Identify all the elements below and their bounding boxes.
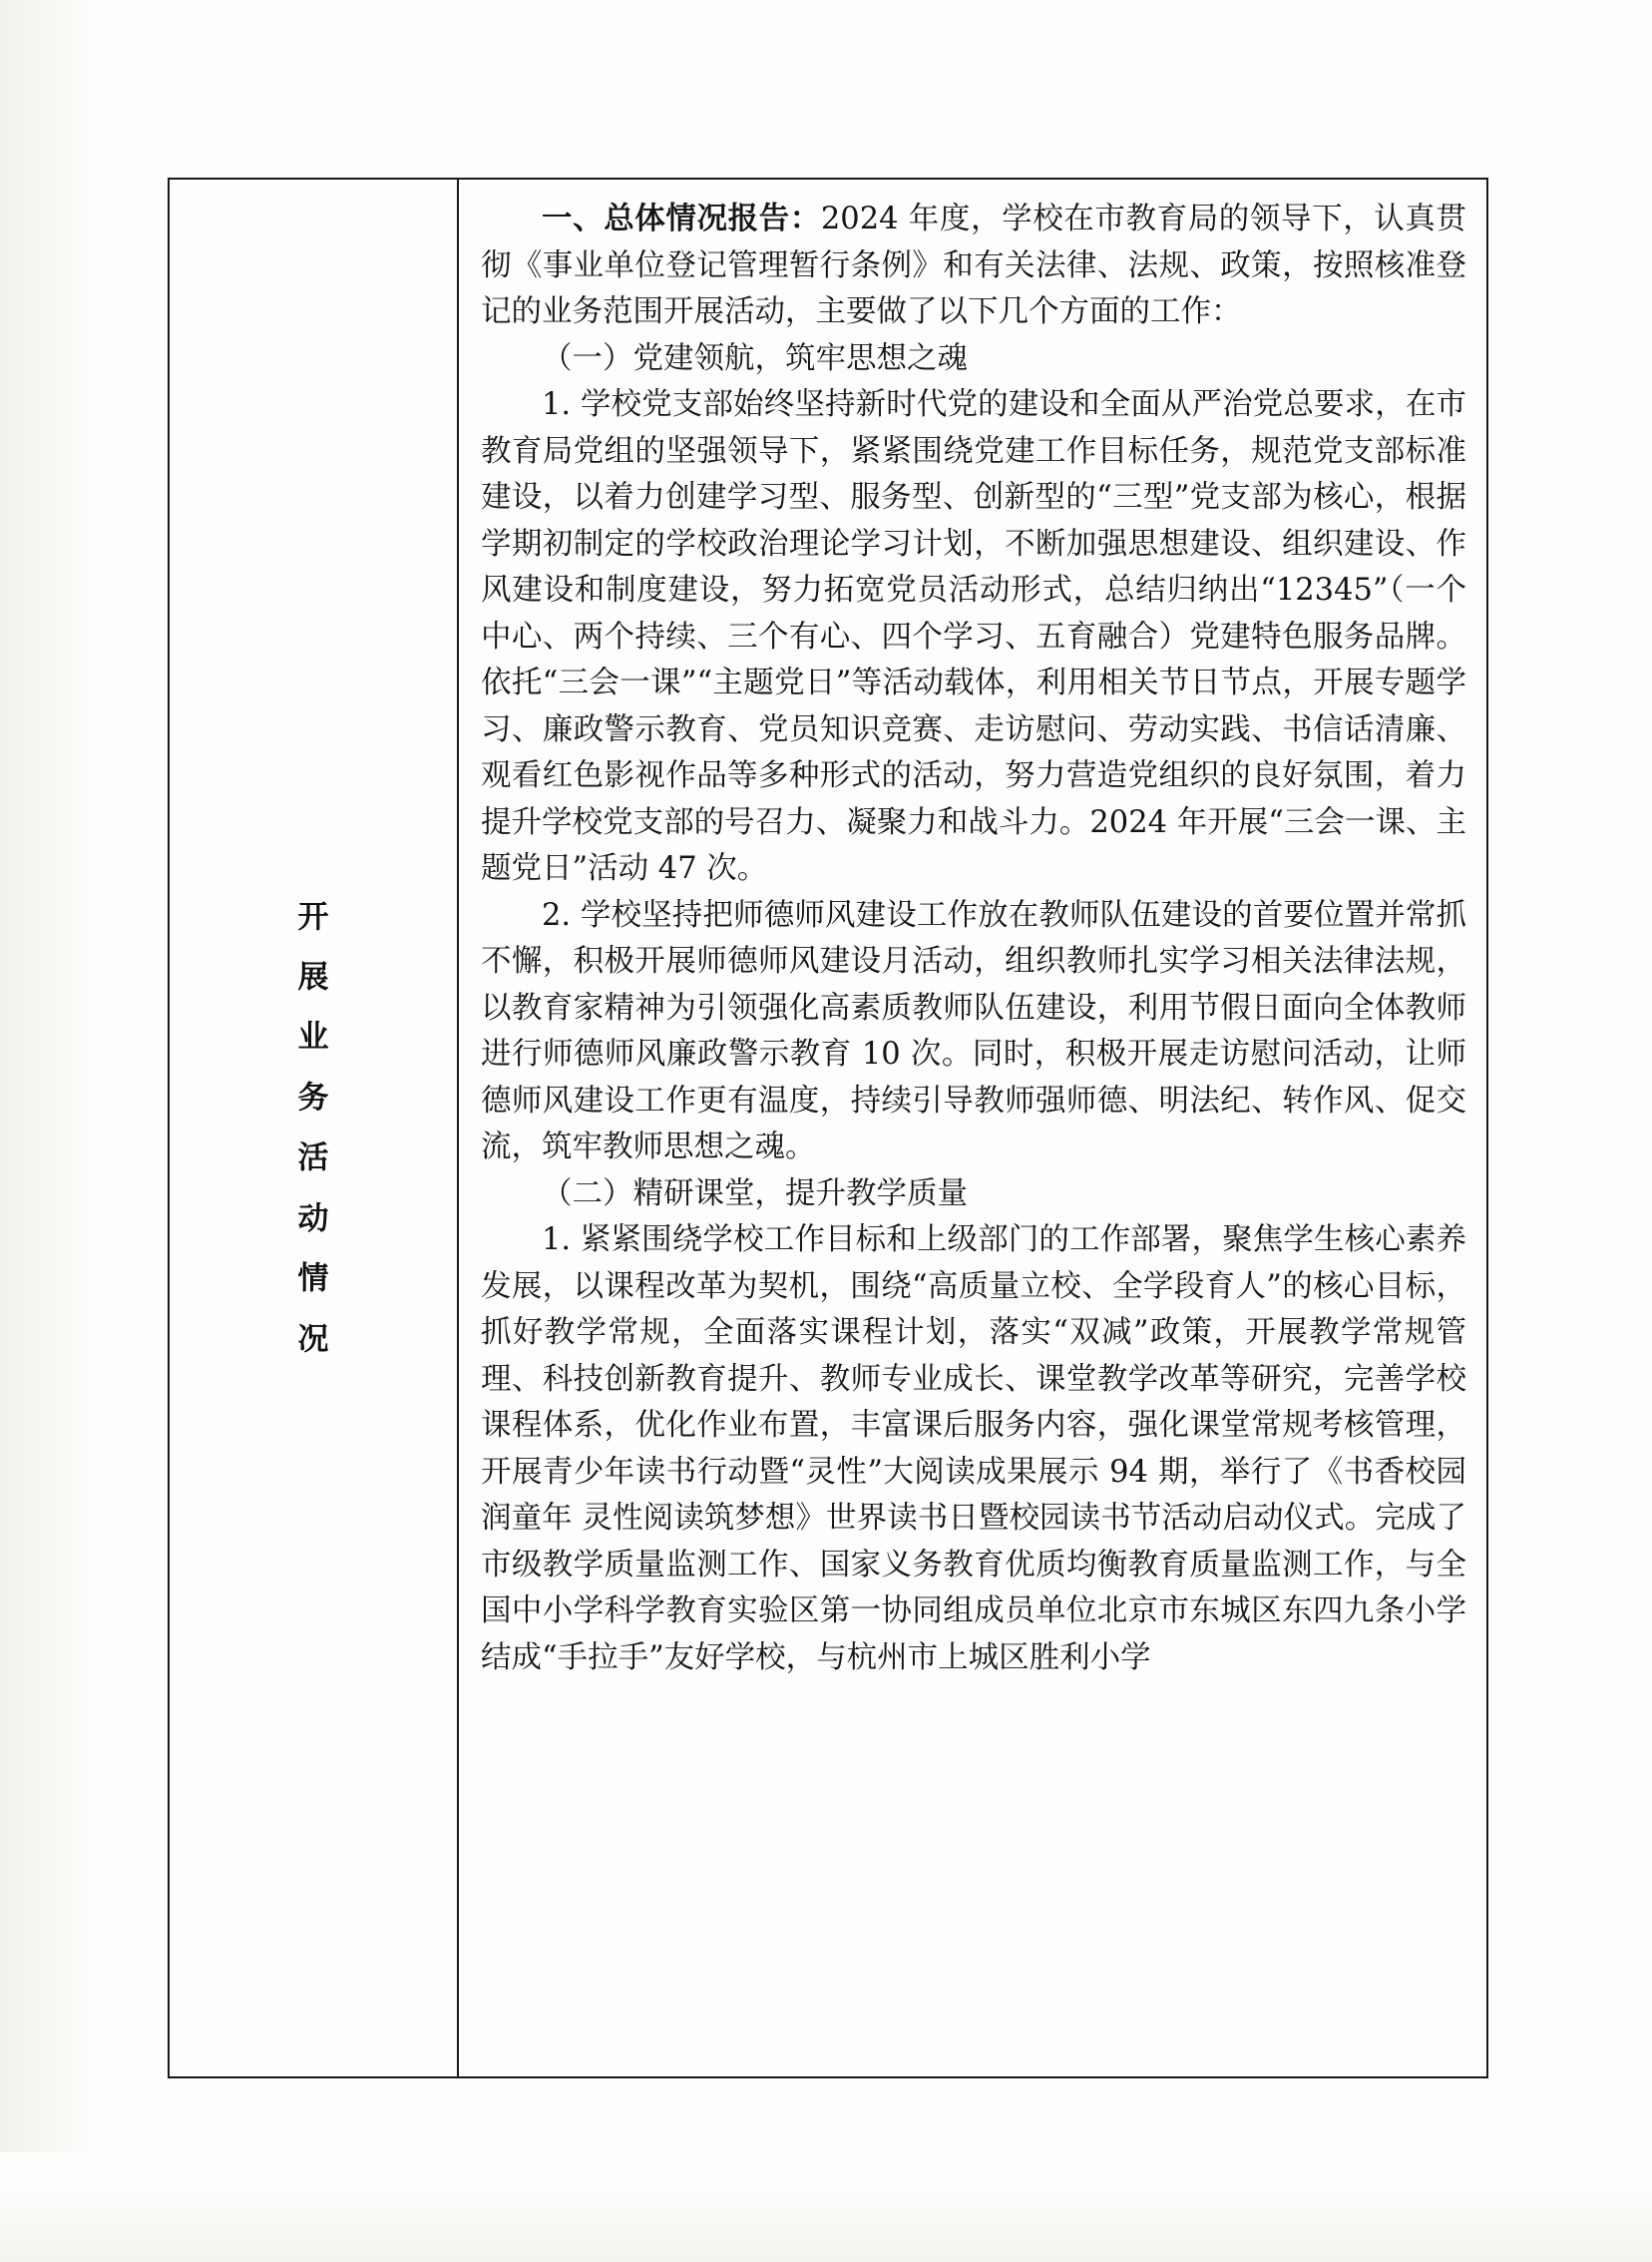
row-header-char-1: 开 [297, 898, 331, 935]
row-header-char-4: 务 [297, 1080, 331, 1117]
paragraph-section-one-heading: （一）党建领航，筑牢思想之魂 [542, 340, 968, 376]
row-header-char-2: 展 [297, 959, 331, 996]
paragraph-party-building-item-1: 1. 学校党支部始终坚持新时代党的建设和全面从严治党总要求，在市教育局党组的坚强领导下，紧紧围绕党建工作目标任务，规范党支部标准建设，以着力创建学习型、服务型、创新型的“三型”党支部为核心，根据学期初制定的学校政治理论学习计划，不断加强思想建设、组织建设、作风建设和制度建设，努力拓宽党员活动形式，总结归纳出“12345”（一个中心、两个持续、三个有心、四个学习、五育融合）党建特色服务品牌。依托“三会一课”“主题党日”等活动载体，利用相关节日节点，开展专题学习、廉政警示教育、党员知识竞赛、走访慰问、劳动实践、书信话清廉、观看红色影视作品等多种形式的活动，努力营造党组织的良好氛围，着力提升学校党支部的号召力、凝聚力和战斗力。2024 年开展“三会一课、主题党日”活动 47 次。 [481, 387, 1466, 886]
row-header-char-8: 况 [297, 1320, 331, 1357]
row-header-char-7: 情 [297, 1260, 331, 1297]
row-header-char-3: 业 [297, 1019, 331, 1056]
row-header-char-5: 活 [297, 1139, 331, 1176]
paragraph-section-two-heading: （二）精研课堂，提升教学质量 [542, 1175, 968, 1211]
paragraph-party-building-item-2: 2. 学校坚持把师德师风建设工作放在教师队伍建设的首要位置并常抓不懈，积极开展师德师风建设月活动，组织教师扎实学习相关法律法规，以教育家精神为引领强化高素质教师队伍建设，利用节假日面向全体教师进行师德师风廉政警示教育 10 次。同时，积极开展走访慰问活动，让师德师风建设工作更有温度，持续引导教师强师德、明法纪、转作风、促交流，筑牢教师思想之魂。 [481, 897, 1466, 1164]
scan-shadow-left [0, 0, 150, 2262]
row-header-char-6: 动 [297, 1199, 331, 1236]
row-header-cell [170, 180, 459, 2076]
paragraph-lead-title: 一、总体情况报告： [542, 201, 821, 236]
business-activity-table [168, 178, 1488, 2078]
paragraph-overall-report-text: 2024 年度，学校在市教育局的领导下，认真贯彻《事业单位登记管理暂行条例》和有关法律、法规、政策，按照核准登记的业务范围开展活动，主要做了以下几个方面的工作： [481, 202, 1466, 329]
paragraph-overall-report [481, 196, 1466, 336]
content-cell [459, 180, 1486, 2076]
row-header-label [170, 887, 459, 1370]
paragraph-teaching-quality-item-1: 1. 紧紧围绕学校工作目标和上级部门的工作部署，聚焦学生核心素养发展，以课程改革为契机，围绕“高质量立校、全学段育人”的核心目标，抓好教学常规，全面落实课程计划，落实“双减”政策，开展教学常规管理、科技创新教育提升、教师专业成长、课堂教学改革等研究，完善学校课程体系，优化作业布置，丰富课后服务内容，强化课堂常规考核管理，开展青少年读书行动暨“灵性”大阅读成果展示 94 期，举行了《书香校园润童年 灵性阅读筑梦想》世界读书日暨校园读书节活动启动仪式。完成了市级教学质量监测工作、国家义务教育优质均衡教育质量监测工作，与全国中小学科学教育实验区第一协同组成员单位北京市东城区东四九条小学结成“手拉手”友好学校，与杭州市上城区胜利小学 [481, 1222, 1466, 1675]
scan-shadow-bottom [0, 2152, 1652, 2262]
